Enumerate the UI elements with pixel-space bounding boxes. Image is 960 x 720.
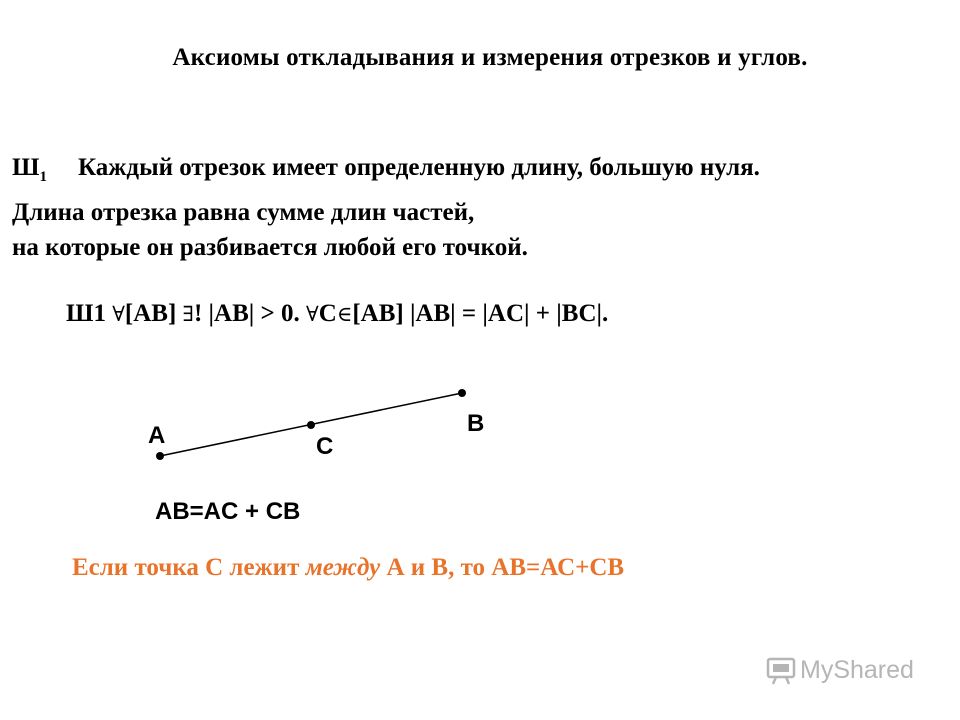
slide-title: Аксиомы откладывания и измерения отрезков и углов. <box>172 44 808 71</box>
emphasis-between: между <box>305 554 381 581</box>
axiom-line-2: Длина отрезка равна сумме длин частей, <box>12 199 475 226</box>
element-of-symbol: ∈ <box>336 302 353 326</box>
exists-symbol: ∃ <box>182 302 194 326</box>
presentation-board-icon <box>766 657 796 685</box>
point-a <box>156 452 164 460</box>
axiom-line-3: на которые он разбивается любой его точкой. <box>12 234 528 261</box>
axiom-formula: Ш1 ∀[AB] ∃! |AB| > 0. ∀C∈[AB] |AB| = |AC| + |BC|. <box>66 300 609 327</box>
forall-symbol: ∀ <box>306 302 319 326</box>
watermark <box>766 656 914 685</box>
point-b-label: B <box>467 410 485 437</box>
point-c-label: C <box>316 433 334 460</box>
point-b <box>458 389 466 397</box>
point-a-label: A <box>148 422 166 449</box>
forall-symbol: ∀ <box>112 302 125 326</box>
segment-equation: AB=AC + CB <box>155 498 301 525</box>
conclusion-text: Если точка С лежит между А и В, то АВ=АС+СВ <box>72 554 625 581</box>
axiom-label: $Ш_1$ <box>12 154 47 185</box>
point-c <box>307 421 315 429</box>
watermark-text: MyShared <box>800 656 914 684</box>
axiom-line-1: $Ш_1$ Каждый отрезок имеет определенную длину, большую нуля. <box>12 150 760 195</box>
